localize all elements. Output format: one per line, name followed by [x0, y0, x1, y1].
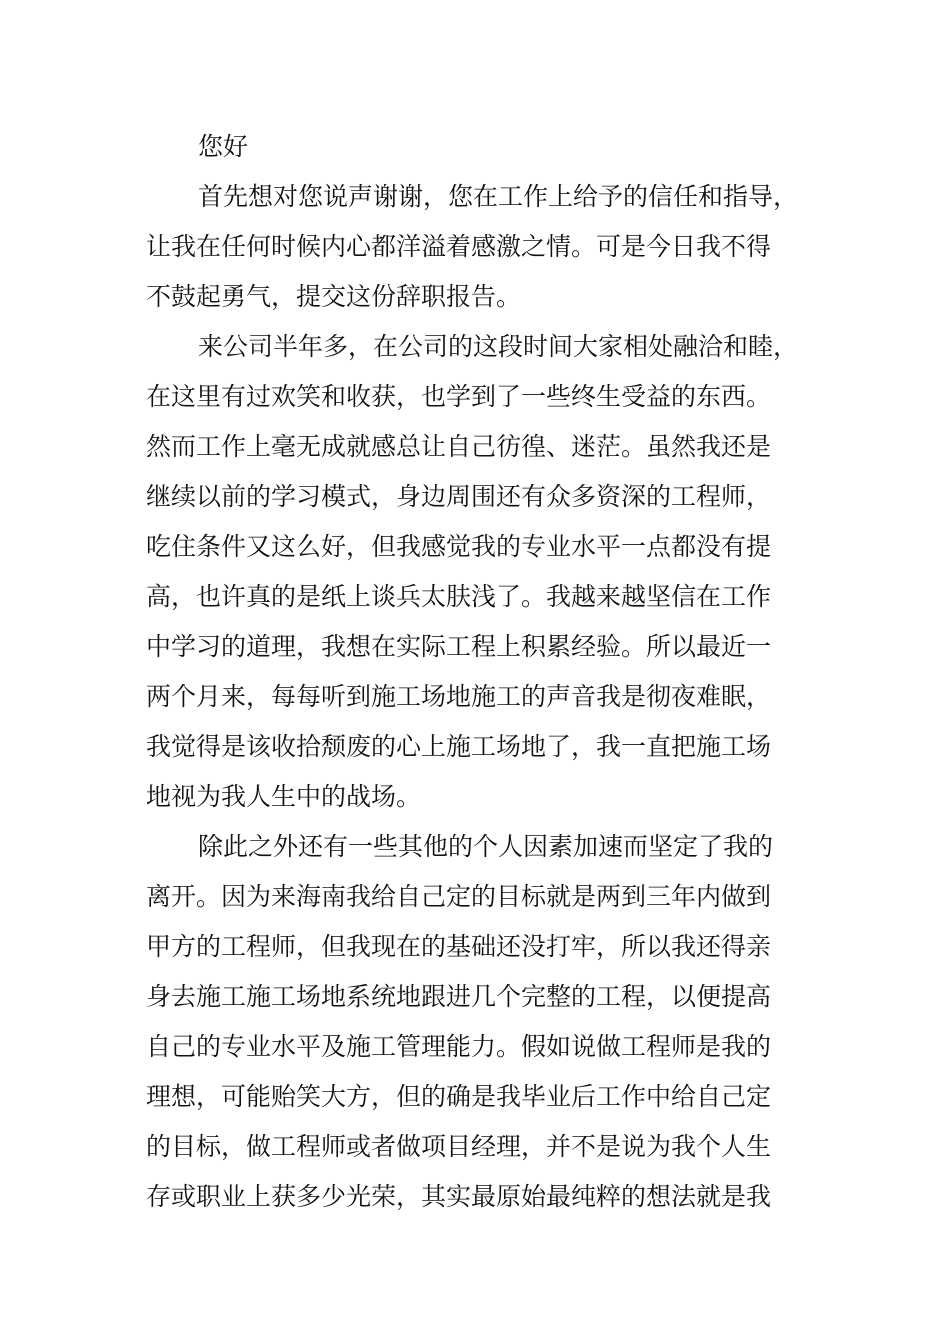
paragraph-2-line-1: 来公司半年多，在公司的这段时间大家相处融洽和睦，: [198, 332, 799, 361]
paragraph-2-line-6: 高，也许真的是纸上谈兵太肤浅了。我越来越坚信在工作: [146, 582, 772, 611]
paragraph-2-line-3: 然而工作上毫无成就感总让自己彷徨、迷茫。虽然我还是: [146, 432, 772, 461]
paragraph-3-line-8: 存或职业上获多少光荣，其实最原始最纯粹的想法就是我: [146, 1182, 772, 1211]
salutation: 您好: [198, 132, 249, 161]
paragraph-2-line-8: 两个月来，每每听到施工场地施工的声音我是彻夜难眠，: [146, 682, 772, 711]
paragraph-2-line-5: 吃住条件又这么好，但我感觉我的专业水平一点都没有提: [146, 532, 772, 561]
paragraph-1-line-2: 让我在任何时候内心都洋溢着感激之情。可是今日我不得: [146, 232, 772, 261]
paragraph-2-line-2: 在这里有过欢笑和收获，也学到了一些终生受益的东西。: [146, 382, 772, 411]
paragraph-1-line-3: 不鼓起勇气，提交这份辞职报告。: [146, 282, 522, 311]
paragraph-3-line-4: 身去施工施工场地系统地跟进几个完整的工程，以便提高: [146, 982, 772, 1011]
paragraph-3-line-2: 离开。因为来海南我给自己定的目标就是两到三年内做到: [146, 882, 772, 911]
paragraph-3-line-3: 甲方的工程师，但我现在的基础还没打牢，所以我还得亲: [146, 932, 772, 961]
letter-body: [146, 122, 814, 1222]
paragraph-3-line-7: 的目标，做工程师或者做项目经理，并不是说为我个人生: [146, 1132, 772, 1161]
paragraph-2-line-10: 地视为我人生中的战场。: [146, 782, 422, 811]
paragraph-2-line-4: 继续以前的学习模式，身边周围还有众多资深的工程师，: [146, 482, 772, 511]
paragraph-2-line-7: 中学习的道理，我想在实际工程上积累经验。所以最近一: [146, 632, 772, 661]
paragraph-1-line-1: 首先想对您说声谢谢，您在工作上给予的信任和指导，: [198, 182, 799, 211]
paragraph-2-line-9: 我觉得是该收拾颓废的心上施工场地了，我一直把施工场: [146, 732, 772, 761]
paragraph-3-line-1: 除此之外还有一些其他的个人因素加速而坚定了我的: [198, 832, 774, 861]
paragraph-3-line-6: 理想，可能贻笑大方，但的确是我毕业后工作中给自己定: [146, 1082, 772, 1111]
paragraph-3-line-5: 自己的专业水平及施工管理能力。假如说做工程师是我的: [146, 1032, 772, 1061]
